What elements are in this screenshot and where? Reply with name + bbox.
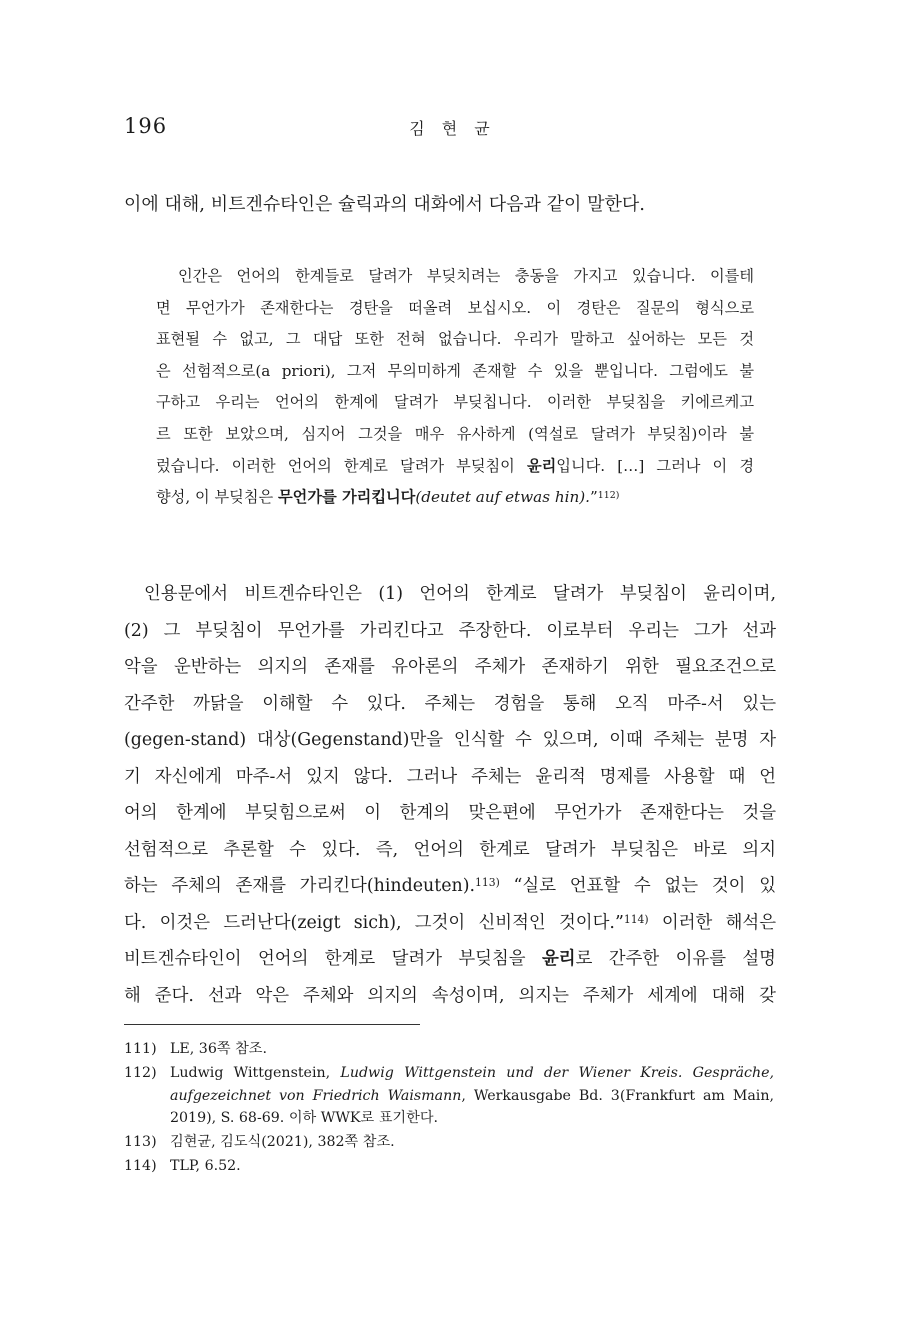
footnote-ref-114[interactable]: 114) xyxy=(623,912,649,926)
footnote-114 xyxy=(124,1155,774,1178)
footnote-number: 113) xyxy=(124,1134,157,1151)
footnote-ref-113[interactable]: 113) xyxy=(475,876,500,890)
quote-line: 르 또한 보았으며, 심지어 그것을 매우 유사하게 (역설로 달려가 부딪침)이라 불 xyxy=(156,424,754,443)
footnote-112 xyxy=(124,1062,774,1130)
quote-line: 인간은 언어의 한계들로 달려가 부딪치려는 충동을 가지고 있습니다. 이를테 xyxy=(178,267,754,285)
footnote-number: 111) xyxy=(124,1041,157,1057)
body-line: 어의 한계에 부딪힘으로써 이 한계의 맞은편에 무언가가 존재한다는 것을 xyxy=(124,803,776,823)
emphasis-ethics: 윤리 xyxy=(526,456,557,475)
footnote-ref-112[interactable]: 112) xyxy=(597,489,620,501)
quote-line: 구하고 우리는 언어의 한계에 달려가 부딪칩니다. 이러한 부딪침을 키에르케고 xyxy=(156,393,754,412)
footnote-text: TLP, 6.52. xyxy=(170,1157,241,1174)
footnote-number: 112) xyxy=(124,1064,157,1081)
body-line: 기 자신에게 마주-서 있지 않다. 그러나 주체는 윤리적 명제를 사용할 때 언 xyxy=(124,766,776,787)
body-line: (2) 그 부딪침이 무언가를 가리킨다고 주장한다. 이로부터 우리는 그가 선과 xyxy=(124,620,776,641)
footnote-number: 114) xyxy=(124,1157,157,1174)
quote-line: 렀습니다. 이러한 언어의 한계로 달려가 부딪침이 윤리입니다. […] 그러나 이 경 xyxy=(156,456,754,475)
emphasis-points-to-something: 무언가를 가리킵니다 xyxy=(278,488,416,507)
body-line: 다. 이것은 드러난다(zeigt sich), 그것이 신비적인 것이다.”$^{114)}$ 이러한 해석은 xyxy=(124,912,777,933)
footnote-divider xyxy=(124,1024,420,1025)
book-title: Ludwig Wittgenstein und der Wiener Kreis. Gespräche, xyxy=(340,1064,775,1081)
quote-line: 표현될 수 없고, 그 대답 또한 전혀 없습니다. 우리가 말하고 싶어하는 모든 것 xyxy=(156,330,754,349)
quote-line: 면 무언가가 존재한다는 경탄을 떠올려 보십시오. 이 경탄은 질문의 형식으로 xyxy=(156,298,754,317)
footnote-text: LE, 36쪽 참조. xyxy=(170,1041,267,1057)
footnote-113 xyxy=(124,1131,774,1154)
body-line: (gegen-stand) 대상(Gegenstand)만을 인식할 수 있으며, 이때 주체는 분명 자 xyxy=(124,730,776,750)
body-line: 선험적으로 추론할 수 있다. 즉, 언어의 한계로 달려가 부딪침은 바로 의지 xyxy=(124,839,776,860)
running-head: 김 현 균 xyxy=(409,119,496,138)
body-line: 악을 운반하는 의지의 존재를 유아론의 주체가 존재하기 위한 필요조건으로 xyxy=(124,657,776,677)
footnote-text: 김현균, 김도식(2021), 382쪽 참조. xyxy=(170,1134,395,1151)
block-quote xyxy=(156,261,754,514)
footnotes xyxy=(124,1038,774,1179)
quote-line: 향성, 이 부딪침은 무언가를 가리킵니다(deutet auf etwas hin).”$^{112)}$ xyxy=(156,488,620,507)
body-line: 비트겐슈타인이 언어의 한계로 달려가 부딪침을 윤리로 간주한 이유를 설명 xyxy=(124,949,776,969)
body-line: 해 준다. 선과 악은 주체와 의지의 속성이며, 의지는 주체가 세계에 대해 갖 xyxy=(124,985,776,1006)
book-title: aufgezeichnet von Friedrich Waismann xyxy=(170,1087,462,1104)
emphasis-ethics: 윤리 xyxy=(541,949,576,969)
lead-sentence: 이에 대해, 비트겐슈타인은 슐릭과의 대화에서 다음과 같이 말한다. xyxy=(124,194,645,215)
quote-line: 은 선험적으로(a priori), 그저 무의미하게 존재할 수 있을 뿐입니다. 그럼에도 불 xyxy=(156,361,754,380)
footnote-text: Ludwig Wittgenstein, Ludwig Wittgenstein und der Wiener Kreis. Gespräche, aufgezeichnet von Friedrich Waismann, Werkausgabe Bd. 3(Frankfurt am Main, 2019), S. 68-69. 이하 WWK로 표기한다. xyxy=(170,1064,775,1127)
footnote-111 xyxy=(124,1038,774,1061)
body-line: 간주한 까닭을 이해할 수 있다. 주체는 경험을 통해 오직 마주-서 있는 xyxy=(124,693,776,714)
page-number: 196 xyxy=(124,114,168,138)
body-line: 하는 주체의 존재를 가리킨다(hindeuten).$^{113)}$ “실로 언표할 수 없는 것이 있 xyxy=(124,876,776,896)
body-line: 인용문에서 비트겐슈타인은 (1) 언어의 한계로 달려가 부딪침이 윤리이며, xyxy=(144,584,776,604)
body-paragraph xyxy=(124,576,776,1014)
